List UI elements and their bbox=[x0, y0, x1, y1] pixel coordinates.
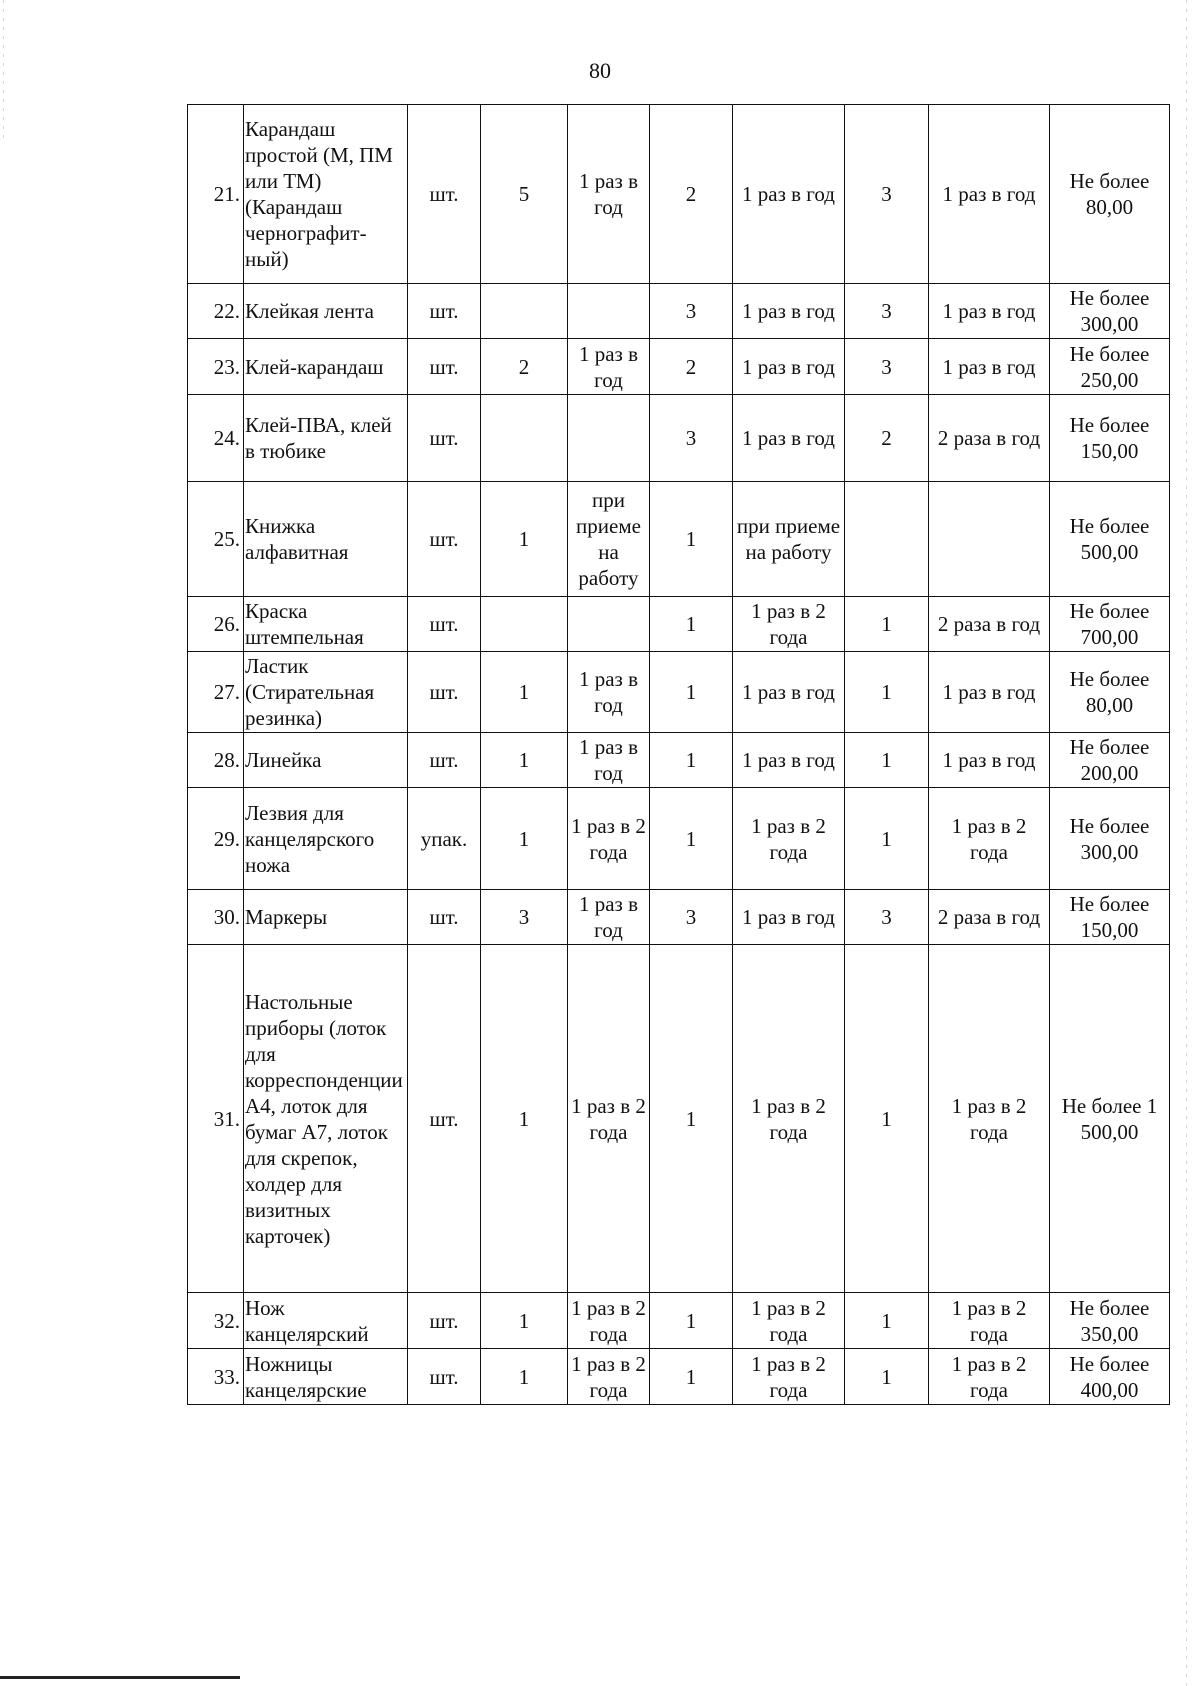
row-number: 30. bbox=[188, 890, 244, 945]
item-unit: шт. bbox=[408, 652, 481, 733]
qty-group-1: 1 bbox=[481, 482, 568, 597]
qty-group-1 bbox=[481, 597, 568, 652]
row-number: 33. bbox=[188, 1349, 244, 1405]
period-group-3: 1 раз в год bbox=[929, 284, 1050, 339]
item-name: Клей-карандаш bbox=[244, 339, 408, 395]
max-price: Не более 400,00 bbox=[1050, 1349, 1170, 1405]
max-price: Не более 200,00 bbox=[1050, 733, 1170, 788]
period-group-1: 1 раз в год bbox=[568, 652, 650, 733]
row-number: 21. bbox=[188, 105, 244, 284]
supplies-table bbox=[187, 104, 1170, 1405]
period-group-1 bbox=[568, 395, 650, 482]
period-group-2: 1 раз в год bbox=[733, 339, 845, 395]
table-row bbox=[188, 788, 1170, 890]
row-number: 23. bbox=[188, 339, 244, 395]
qty-group-3 bbox=[845, 482, 929, 597]
period-group-1: 1 раз в год bbox=[568, 733, 650, 788]
max-price: Не более 350,00 bbox=[1050, 1293, 1170, 1349]
period-group-2: 1 раз в год bbox=[733, 284, 845, 339]
item-unit: шт. bbox=[408, 284, 481, 339]
item-name: Нож канцелярский bbox=[244, 1293, 408, 1349]
qty-group-1: 1 bbox=[481, 1349, 568, 1405]
qty-group-2: 3 bbox=[650, 284, 733, 339]
row-number: 24. bbox=[188, 395, 244, 482]
qty-group-3: 1 bbox=[845, 1349, 929, 1405]
item-name: Ластик (Стирательная резинка) bbox=[244, 652, 408, 733]
max-price: Не более 150,00 bbox=[1050, 395, 1170, 482]
item-name: Краска штемпельная bbox=[244, 597, 408, 652]
period-group-2: 1 раз в год bbox=[733, 395, 845, 482]
period-group-2: 1 раз в 2 года bbox=[733, 788, 845, 890]
table-row bbox=[188, 1293, 1170, 1349]
period-group-3: 1 раз в 2 года bbox=[929, 945, 1050, 1293]
qty-group-1: 1 bbox=[481, 945, 568, 1293]
max-price: Не более 250,00 bbox=[1050, 339, 1170, 395]
qty-group-3: 1 bbox=[845, 1293, 929, 1349]
period-group-3: 2 раза в год bbox=[929, 597, 1050, 652]
qty-group-2: 1 bbox=[650, 1293, 733, 1349]
period-group-2: 1 раз в год bbox=[733, 733, 845, 788]
max-price: Не более 1 500,00 bbox=[1050, 945, 1170, 1293]
qty-group-2: 2 bbox=[650, 105, 733, 284]
table-body bbox=[188, 105, 1170, 1405]
item-name: Клей-ПВА, клей в тюбике bbox=[244, 395, 408, 482]
scan-bottom-rule bbox=[0, 1676, 240, 1679]
max-price: Не более 700,00 bbox=[1050, 597, 1170, 652]
period-group-1 bbox=[568, 284, 650, 339]
period-group-3: 1 раз в 2 года bbox=[929, 1293, 1050, 1349]
period-group-1: 1 раз в год bbox=[568, 105, 650, 284]
period-group-1: 1 раз в 2 года bbox=[568, 1349, 650, 1405]
period-group-1: 1 раз в 2 года bbox=[568, 945, 650, 1293]
row-number: 26. bbox=[188, 597, 244, 652]
qty-group-2: 3 bbox=[650, 395, 733, 482]
item-name: Линейка bbox=[244, 733, 408, 788]
table-row bbox=[188, 395, 1170, 482]
period-group-1: 1 раз в год bbox=[568, 890, 650, 945]
max-price: Не более 300,00 bbox=[1050, 284, 1170, 339]
period-group-2: 1 раз в год bbox=[733, 890, 845, 945]
qty-group-1: 5 bbox=[481, 105, 568, 284]
item-unit: шт. bbox=[408, 945, 481, 1293]
item-unit: шт. bbox=[408, 1349, 481, 1405]
qty-group-1: 1 bbox=[481, 733, 568, 788]
qty-group-1: 1 bbox=[481, 652, 568, 733]
qty-group-1: 2 bbox=[481, 339, 568, 395]
period-group-3: 2 раза в год bbox=[929, 395, 1050, 482]
table-row bbox=[188, 652, 1170, 733]
qty-group-2: 1 bbox=[650, 945, 733, 1293]
qty-group-3: 1 bbox=[845, 945, 929, 1293]
max-price: Не более 80,00 bbox=[1050, 105, 1170, 284]
row-number: 31. bbox=[188, 945, 244, 1293]
period-group-1: 1 раз в год bbox=[568, 339, 650, 395]
period-group-3: 1 раз в год bbox=[929, 733, 1050, 788]
period-group-3 bbox=[929, 482, 1050, 597]
row-number: 25. bbox=[188, 482, 244, 597]
table-row bbox=[188, 890, 1170, 945]
qty-group-3: 3 bbox=[845, 284, 929, 339]
period-group-3: 2 раза в год bbox=[929, 890, 1050, 945]
max-price: Не более 500,00 bbox=[1050, 482, 1170, 597]
item-unit: шт. bbox=[408, 597, 481, 652]
item-name: Настольные приборы (лоток для корреспонденции А4, лоток для бумаг А7, лоток для скрепок, холдер для визитных карточек) bbox=[244, 945, 408, 1293]
qty-group-3: 1 bbox=[845, 597, 929, 652]
item-unit: шт. bbox=[408, 395, 481, 482]
period-group-3: 1 раз в 2 года bbox=[929, 1349, 1050, 1405]
qty-group-3: 1 bbox=[845, 788, 929, 890]
item-unit: шт. bbox=[408, 339, 481, 395]
table-row bbox=[188, 733, 1170, 788]
item-unit: шт. bbox=[408, 482, 481, 597]
table-row bbox=[188, 597, 1170, 652]
max-price: Не более 300,00 bbox=[1050, 788, 1170, 890]
table-row bbox=[188, 482, 1170, 597]
qty-group-2: 3 bbox=[650, 890, 733, 945]
row-number: 27. bbox=[188, 652, 244, 733]
qty-group-1: 1 bbox=[481, 1293, 568, 1349]
qty-group-2: 1 bbox=[650, 652, 733, 733]
item-name: Клейкая лента bbox=[244, 284, 408, 339]
qty-group-1 bbox=[481, 395, 568, 482]
item-unit: упак. bbox=[408, 788, 481, 890]
period-group-1 bbox=[568, 597, 650, 652]
period-group-3: 1 раз в год bbox=[929, 105, 1050, 284]
item-name: Ножницы канцелярские bbox=[244, 1349, 408, 1405]
qty-group-2: 2 bbox=[650, 339, 733, 395]
qty-group-2: 1 bbox=[650, 482, 733, 597]
period-group-1: при приеме на работу bbox=[568, 482, 650, 597]
item-unit: шт. bbox=[408, 1293, 481, 1349]
qty-group-3: 3 bbox=[845, 105, 929, 284]
row-number: 29. bbox=[188, 788, 244, 890]
scan-edge-right bbox=[1186, 0, 1187, 1686]
table-row bbox=[188, 284, 1170, 339]
row-number: 22. bbox=[188, 284, 244, 339]
qty-group-3: 1 bbox=[845, 733, 929, 788]
period-group-2: 1 раз в 2 года bbox=[733, 1293, 845, 1349]
table-row bbox=[188, 105, 1170, 284]
period-group-2: 1 раз в 2 года bbox=[733, 1349, 845, 1405]
item-name: Карандаш простой (М, ПМ или ТМ) (Карандаш чернографит-ный) bbox=[244, 105, 408, 284]
period-group-2: при приеме на работу bbox=[733, 482, 845, 597]
row-number: 28. bbox=[188, 733, 244, 788]
row-number: 32. bbox=[188, 1293, 244, 1349]
qty-group-1: 1 bbox=[481, 788, 568, 890]
item-unit: шт. bbox=[408, 733, 481, 788]
table-row bbox=[188, 1349, 1170, 1405]
qty-group-2: 1 bbox=[650, 1349, 733, 1405]
max-price: Не более 150,00 bbox=[1050, 890, 1170, 945]
qty-group-3: 3 bbox=[845, 339, 929, 395]
table-row bbox=[188, 339, 1170, 395]
period-group-3: 1 раз в год bbox=[929, 652, 1050, 733]
period-group-2: 1 раз в 2 года bbox=[733, 945, 845, 1293]
qty-group-3: 2 bbox=[845, 395, 929, 482]
qty-group-3: 1 bbox=[845, 652, 929, 733]
item-unit: шт. bbox=[408, 105, 481, 284]
item-name: Лезвия для канцелярского ножа bbox=[244, 788, 408, 890]
table-row bbox=[188, 945, 1170, 1293]
item-name: Книжка алфавитная bbox=[244, 482, 408, 597]
period-group-2: 1 раз в год bbox=[733, 652, 845, 733]
period-group-1: 1 раз в 2 года bbox=[568, 788, 650, 890]
qty-group-2: 1 bbox=[650, 597, 733, 652]
page-number: 80 bbox=[589, 58, 611, 83]
qty-group-3: 3 bbox=[845, 890, 929, 945]
qty-group-1 bbox=[481, 284, 568, 339]
item-name: Маркеры bbox=[244, 890, 408, 945]
item-unit: шт. bbox=[408, 890, 481, 945]
qty-group-1: 3 bbox=[481, 890, 568, 945]
period-group-3: 1 раз в 2 года bbox=[929, 788, 1050, 890]
qty-group-2: 1 bbox=[650, 733, 733, 788]
period-group-2: 1 раз в 2 года bbox=[733, 597, 845, 652]
period-group-1: 1 раз в 2 года bbox=[568, 1293, 650, 1349]
qty-group-2: 1 bbox=[650, 788, 733, 890]
period-group-3: 1 раз в год bbox=[929, 339, 1050, 395]
period-group-2: 1 раз в год bbox=[733, 105, 845, 284]
max-price: Не более 80,00 bbox=[1050, 652, 1170, 733]
